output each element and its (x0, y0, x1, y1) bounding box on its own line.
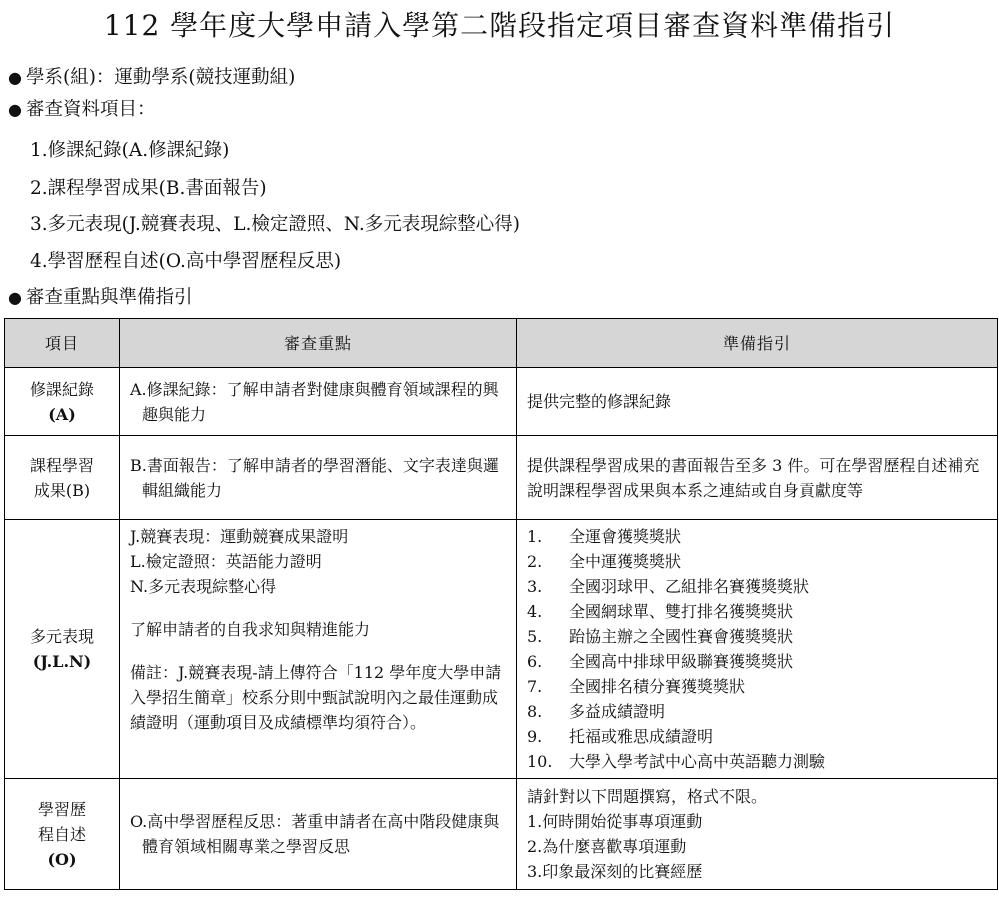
list-item (527, 599, 989, 624)
list-number: 2. (527, 552, 543, 571)
item-name: 多元表現 (29, 627, 94, 646)
list-number: 10. (527, 752, 553, 771)
list-number: 4. (527, 602, 543, 621)
list-item (527, 699, 989, 724)
list-number: 6. (527, 652, 543, 671)
list-text: 托福或雅思成績證明 (569, 727, 714, 746)
list-text: 全中運獲獎獎狀 (569, 552, 682, 571)
item-code: (A) (48, 404, 76, 424)
item-name: 修課紀錄 (29, 379, 94, 399)
table-row (5, 368, 998, 436)
guide-line: 3.印象最深刻的比賽經歷 (527, 862, 703, 881)
item-cell (5, 436, 120, 520)
department-line (8, 66, 295, 90)
focus-text: B.書面報告：了解申請者的學習潛能、文字表達與邏輯組織能力 (130, 455, 499, 500)
focus-cell (120, 520, 517, 779)
list-text: 全國網球單、雙打排名獲獎獎狀 (569, 602, 794, 621)
list-item (527, 574, 989, 599)
guide-list (527, 524, 989, 774)
list-item (527, 674, 989, 699)
guide-heading-text: 審查重點與準備指引 (26, 287, 193, 308)
guide-cell (517, 368, 998, 436)
review-items-heading (8, 98, 156, 122)
focus-line: J.競賽表現：運動競賽成果證明 (130, 527, 349, 546)
item-code: (O) (47, 849, 77, 869)
guide-line: 1.何時開始從事專項運動 (527, 812, 703, 831)
item-code: (J.L.N) (32, 652, 92, 671)
review-guide-table (4, 318, 998, 890)
focus-line: L.檢定證照：英語能力證明 (130, 552, 322, 571)
list-number: 1. (527, 527, 543, 546)
review-item-1: 1.修課紀錄(A.修課紀錄) (30, 140, 230, 161)
item-name: 課程學習 (29, 455, 94, 475)
guide-line: 2.為什麼喜歡專項運動 (527, 837, 687, 856)
list-number: 8. (527, 702, 543, 721)
focus-text: A.修課紀錄：了解申請者對健康與體育領域課程的興趣與能力 (130, 379, 499, 424)
department-text: 學系(組)：運動學系(競技運動組) (26, 67, 296, 88)
header-focus: 審查重點 (120, 319, 517, 368)
focus-note: 備註：J.競賽表現-請上傳符合「112 學年度大學申請入學招生簡章」校系分則中甄試說明內之最佳運動成績證明（運動項目及成績標準均須符合）。 (130, 663, 502, 732)
review-item-4: 4.學習歷程自述(O.高中學習歷程反思) (30, 251, 342, 272)
guide-cell (517, 779, 998, 890)
bullet-icon: ● (8, 68, 22, 87)
focus-cell (120, 436, 517, 520)
list-number: 9. (527, 727, 543, 746)
list-text: 全運會獲獎獎狀 (569, 527, 682, 546)
list-text: 全國羽球甲、乙組排名賽獲獎獎狀 (569, 577, 810, 596)
list-text: 全國排名積分賽獲獎獎狀 (569, 677, 746, 696)
list-item (527, 624, 989, 649)
item-cell (5, 368, 120, 436)
guide-text: 提供完整的修課紀錄 (527, 392, 672, 411)
list-text: 大學入學考試中心高中英語聽力測驗 (569, 752, 826, 771)
focus-line: N.多元表現綜整心得 (130, 577, 277, 596)
item-cell (5, 779, 120, 890)
focus-cell (120, 368, 517, 436)
list-number: 3. (527, 577, 543, 596)
item-name-cont: 成果(B) (33, 480, 91, 500)
guide-intro: 請針對以下問題撰寫，格式不限。 (527, 787, 768, 806)
list-number: 7. (527, 677, 543, 696)
header-guide: 準備指引 (517, 319, 998, 368)
list-number: 5. (527, 627, 543, 646)
guide-cell (517, 520, 998, 779)
list-text: 跆協主辦之全國性賽會獲獎獎狀 (569, 627, 794, 646)
table-row (5, 436, 998, 520)
list-text: 多益成績證明 (569, 702, 666, 721)
guide-heading (8, 286, 193, 310)
header-item: 項目 (5, 319, 120, 368)
focus-cell (120, 779, 517, 890)
review-items-heading-text: 審查資料項目： (26, 99, 156, 120)
list-item (527, 649, 989, 674)
table-header-row (5, 319, 998, 368)
list-text: 全國高中排球甲級聯賽獲獎獎狀 (569, 652, 794, 671)
focus-text: O.高中學習歷程反思：著重申請者在高中階段健康與體育領域相關專業之學習反思 (130, 812, 500, 856)
list-item (527, 749, 989, 774)
focus-summary: 了解申請者的自我求知與精進能力 (130, 620, 371, 639)
review-item-3: 3.多元表現(J.競賽表現、L.檢定證照、N.多元表現綜整心得) (30, 214, 520, 235)
item-name: 學習歷 (37, 799, 86, 819)
review-item-2: 2.課程學習成果(B.書面報告) (30, 178, 267, 199)
bullet-icon: ● (8, 288, 22, 307)
page-title: 112 學年度大學申請入學第二階段指定項目審查資料準備指引 (103, 9, 896, 42)
guide-text: 提供課程學習成果的書面報告至多 3 件。可在學習歷程自述補充說明課程學習成果與本系之連結或自身貢獻度等 (527, 455, 980, 500)
list-item (527, 724, 989, 749)
bullet-icon: ● (8, 100, 22, 119)
guide-cell (517, 436, 998, 520)
item-name-cont: 程自述 (37, 824, 86, 844)
table-row (5, 779, 998, 890)
table-row (5, 520, 998, 779)
list-item (527, 549, 989, 574)
item-cell (5, 520, 120, 779)
list-item (527, 524, 989, 549)
